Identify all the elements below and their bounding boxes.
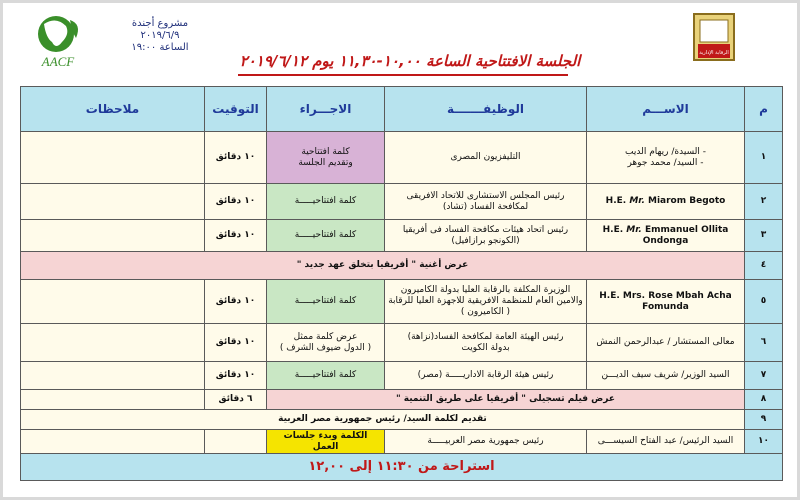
row-action: الكلمة وبدء جلسات العمل [267,430,385,454]
row-num: ٩ [745,410,783,430]
row-notes [21,280,205,324]
table-row [21,220,783,252]
role-line: لمكافحة الفساد (تشاد) [442,201,529,212]
col-name: الاســـم [587,87,745,132]
schedule-table [20,86,783,481]
table-row [21,390,783,410]
acaa-logo [688,10,740,66]
row-timing [205,430,267,454]
col-timing: التوقيت [205,87,267,132]
role-line: الوزيرة المكلفة بالرقابة العليا بدولة الكاميرون [400,285,571,295]
table-row [21,280,783,324]
row-name: H.E. Mrs. Rose Mbah Acha Fomunda [587,280,745,324]
name-rest: Emmanuel Ollita Ondonga [642,224,729,246]
row-num: ١ [745,132,783,184]
row-name [587,132,745,184]
row-role [385,184,587,220]
row-num: ٦ [745,324,783,362]
row-num: ٣ [745,220,783,252]
name-title: Mr. [626,224,642,235]
col-num: م [745,87,783,132]
role-line: ( الكاميرون ) [460,307,511,317]
col-action: الاجـــراء [267,87,385,132]
row-role: رئيس جمهورية مصر العربيـــــة [385,430,587,454]
row-role: رئيس هيئة الرقابة الاداريـــــة (مصر) [385,362,587,390]
row-num: ٥ [745,280,783,324]
row-name: معالى المستشار / عبدالرحمن النمش [587,324,745,362]
role-line: والامين العام للمنظمة الافريقية للاجهزة العليا للرقابة [388,296,583,306]
project-label: مشروع أجندة [131,18,189,29]
row-action: كلمة افتتاحيـــــة [267,280,385,324]
row-role [385,280,587,324]
table-row [21,362,783,390]
acaa-logo-text: الرقابة الإدارية [699,50,729,56]
name-line: - السيد/ محمد جوهر [627,157,704,168]
role-line: (الكونجو برازافيل) [451,235,520,246]
project-time: الساعة ١٩:٠٠ [131,42,189,53]
break-row [21,454,783,481]
row-notes [21,430,205,454]
name-rest: Miarom Begoto [648,196,726,206]
name-prefix: H.E. [605,196,627,206]
row-action: كلمة افتتاحيـــــة [267,362,385,390]
row-num: ١٠ [745,430,783,454]
row-span-text: تقديم لكلمة السيد/ رئيس جمهورية مصر العربية [21,410,745,430]
row-span-text: عرض أغنية " أفريقيا بتخلق عهد جديد " [21,252,745,280]
name-line: - السيدة/ ريهام الديب [625,146,706,157]
row-action [267,132,385,184]
row-timing: ١٠ دقائق [205,362,267,390]
title-underline [238,74,568,76]
table-row [21,132,783,184]
row-action [267,324,385,362]
table-row [21,430,783,454]
row-role [385,220,587,252]
row-name [587,184,745,220]
row-timing: ١٠ دقائق [205,280,267,324]
row-name: السيد الوزير/ شريف سيف الديـــن [587,362,745,390]
row-notes [21,132,205,184]
row-num: ٢ [745,184,783,220]
aacf-logo-text: AACF [41,54,75,69]
row-timing: ١٠ دقائق [205,184,267,220]
row-timing: ١٠ دقائق [205,324,267,362]
row-role: التليفزيون المصرى [385,132,587,184]
role-line: بدولة الكويت [461,342,510,353]
role-line: رئيس اتحاد هيئات مكافحة الفساد فى أفريقيا [402,224,569,235]
row-name [587,220,745,252]
name-title: Mr. [629,196,645,206]
row-notes [21,220,205,252]
role-line: رئيس الهيئة العامة لمكافحة الفساد(نزاهة) [407,331,564,342]
row-num: ٨ [745,390,783,410]
break-text: استراحة من ١١:٣٠ إلى ١٢,٠٠ [308,458,495,474]
row-notes [21,390,205,410]
action-line: ( الدول ضيوف الشرف ) [279,342,372,353]
row-num: ٤ [745,252,783,280]
aacf-logo [26,12,96,70]
session-title: الجلسة الافتتاحية الساعة ١٠,٠٠-١١,٣٠ يوم ٢٠١٩/٦/١٢ [239,52,581,70]
break-cell [21,454,783,481]
row-action: كلمة افتتاحيـــــة [267,220,385,252]
row-timing: ١٠ دقائق [205,220,267,252]
row-notes [21,324,205,362]
action-line: عرض كلمة ممثل [293,331,358,342]
row-num: ٧ [745,362,783,390]
table-row [21,410,783,430]
col-role: الوظيفـــــــة [385,87,587,132]
table-row [21,184,783,220]
action-line: وتقديم الجلسة [298,157,353,168]
table-row [21,252,783,280]
row-notes [21,184,205,220]
row-timing: ٦ دقائق [205,390,267,410]
project-date: ٢٠١٩/٦/٩ [140,30,180,41]
role-line: رئيس المجلس الاستشارى للاتحاد الافريقى [406,190,565,201]
row-notes [21,362,205,390]
name-prefix: H.E. [602,224,624,235]
table-header-row [21,87,783,132]
col-notes: ملاحظات [21,87,205,132]
project-info [112,18,208,54]
row-timing: ١٠ دقائق [205,132,267,184]
row-action: كلمة افتتاحيـــــة [267,184,385,220]
row-span-text: عرض فيلم تسجيلى " أفريقيا على طريق التنمية " [267,390,745,410]
table-row [21,324,783,362]
row-role [385,324,587,362]
action-line: كلمة افتتاحية [301,146,350,157]
row-name: السيد الرئيس/ عبد الفتاح السيســـى [587,430,745,454]
